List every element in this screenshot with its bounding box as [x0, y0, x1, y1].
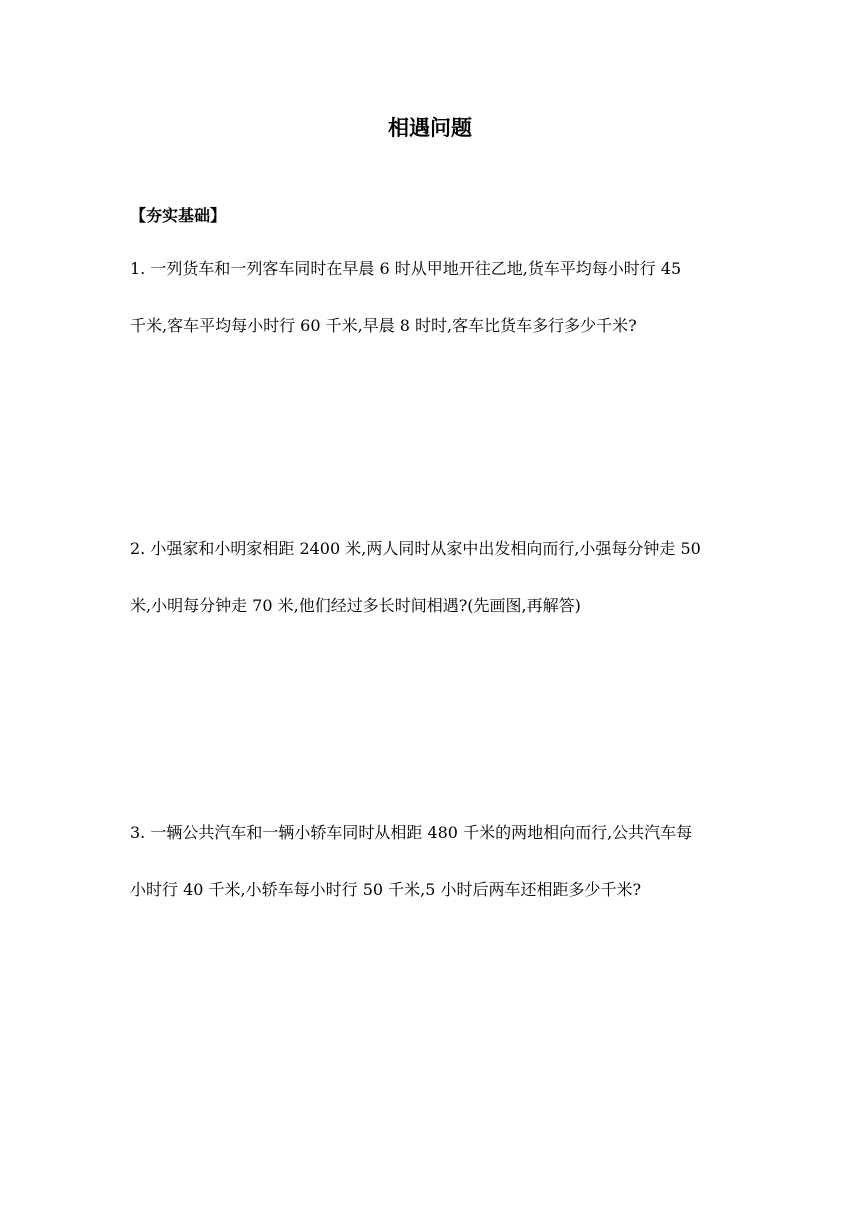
section-heading: 【夯实基础】	[130, 206, 227, 225]
question-3-line-2: 小时行 40 千米,小轿车每小时行 50 千米,5 小时后两车还相距多少千米?	[130, 880, 642, 899]
page-title: 相遇问题	[388, 116, 472, 140]
question-2-line-1: 2. 小强家和小明家相距 2400 米,两人同时从家中出发相向而行,小强每分钟走 50	[130, 539, 701, 558]
question-2-line-2: 米,小明每分钟走 70 米,他们经过多长时间相遇?(先画图,再解答)	[130, 596, 581, 615]
question-1-line-2: 千米,客车平均每小时行 60 千米,早晨 8 时时,客车比货车多行多少千米?	[130, 316, 637, 335]
question-1-line-1: 1. 一列货车和一列客车同时在早晨 6 时从甲地开往乙地,货车平均每小时行 45	[130, 259, 682, 278]
question-2	[130, 520, 740, 634]
question-1	[130, 240, 740, 354]
question-3-line-1: 3. 一辆公共汽车和一辆小轿车同时从相距 480 千米的两地相向而行,公共汽车每	[130, 823, 693, 842]
question-3	[130, 804, 740, 918]
